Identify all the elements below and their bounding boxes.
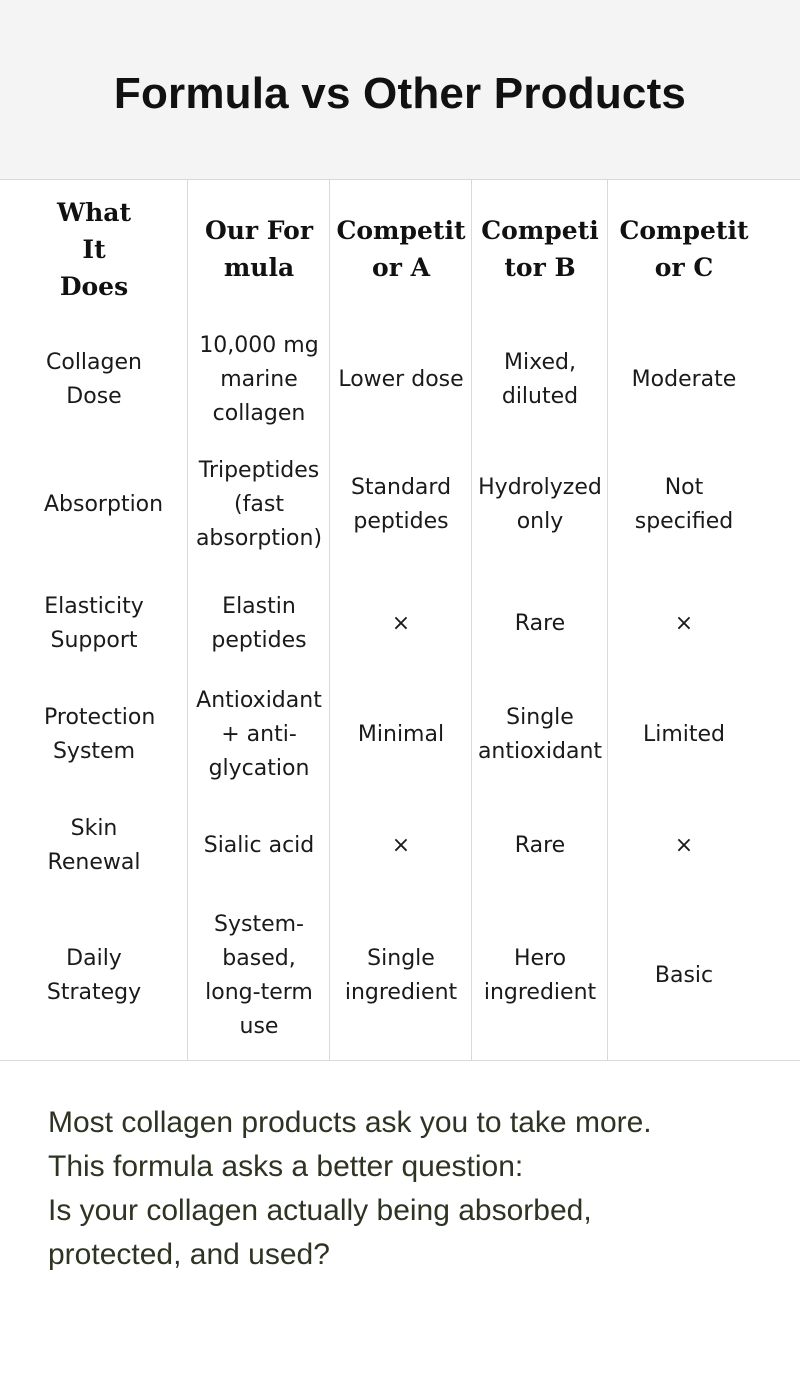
our-formula-cell: System-based, long-term use	[205, 912, 313, 1039]
row-label: Daily Strategy	[46, 946, 142, 1005]
footer-line: protected, and used?	[48, 1238, 330, 1271]
header-our-formula: Our Formula	[204, 216, 314, 282]
competitor-c-cell: Not specified	[634, 475, 734, 534]
header-what-it-does: What It Does	[57, 197, 131, 301]
competitor-c-cell: ×	[674, 833, 694, 858]
competitor-b-cell: Hero ingredient	[483, 946, 597, 1005]
competitor-b-cell: Mixed, diluted	[501, 350, 579, 409]
competitor-c-cell: Basic	[654, 963, 714, 988]
our-formula-cell: Antioxidant + anti-glycation	[196, 688, 322, 781]
comparison-table	[0, 180, 800, 1050]
row-label: Protection System	[44, 705, 156, 764]
competitor-b-cell: Rare	[514, 611, 566, 636]
footer-line: This formula asks a better question:	[48, 1150, 524, 1183]
competitor-a-cell: Minimal	[357, 722, 445, 747]
competitor-b-cell: Hydrolyzed only	[478, 475, 602, 534]
competitor-a-cell: Lower dose	[338, 367, 464, 392]
competitor-b-cell: Single antioxidant	[477, 705, 603, 764]
competitor-c-cell: ×	[674, 611, 694, 636]
table-header-row	[0, 180, 800, 318]
table-row	[0, 790, 800, 902]
our-formula-cell: Sialic acid	[203, 833, 315, 858]
header-competitor-c: Competitor C	[619, 216, 749, 282]
footer-line: Is your collagen actually being absorbed,	[48, 1194, 592, 1227]
our-formula-cell: Tripeptides (fast absorption)	[195, 458, 323, 551]
competitor-a-cell: ×	[391, 833, 411, 858]
footer-message	[0, 1061, 800, 1277]
table-row	[0, 680, 800, 790]
competitor-a-cell: Single ingredient	[344, 946, 458, 1005]
table-row	[0, 902, 800, 1050]
table-row	[0, 568, 800, 680]
row-label: Absorption	[44, 492, 164, 517]
our-formula-cell: Elastin peptides	[211, 594, 307, 653]
competitor-b-cell: Rare	[514, 833, 566, 858]
row-label: Skin Renewal	[47, 816, 141, 875]
table-row	[0, 442, 800, 568]
competitor-c-cell: Limited	[642, 722, 726, 747]
competitor-a-cell: Standard peptides	[350, 475, 452, 534]
header-competitor-a: Competitor A	[336, 216, 466, 282]
our-formula-cell: 10,000 mg marine collagen	[199, 333, 319, 426]
page-title: Formula vs Other Products	[113, 68, 687, 118]
row-label: Elasticity Support	[44, 594, 144, 653]
row-label: Collagen Dose	[46, 350, 142, 409]
footer-line: Most collagen products ask you to take more.	[48, 1106, 652, 1139]
competitor-a-cell: ×	[391, 611, 411, 636]
header-competitor-b: Competitor B	[481, 216, 599, 282]
table-row	[0, 318, 800, 442]
header-banner	[0, 0, 800, 180]
comparison-table-container	[0, 180, 800, 1061]
competitor-c-cell: Moderate	[631, 367, 737, 392]
